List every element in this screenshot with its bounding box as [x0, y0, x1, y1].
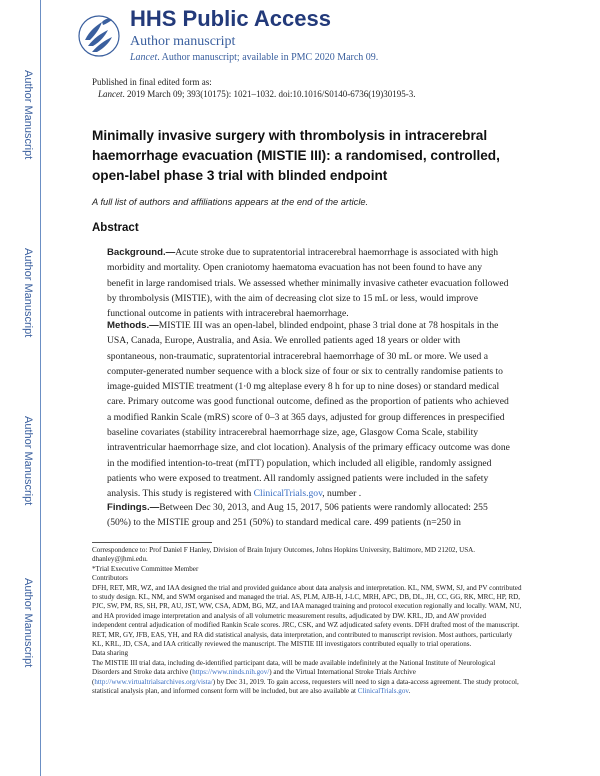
ninds-link[interactable]: https://www.ninds.nih.gov/ — [192, 668, 270, 677]
citation-details: . 2019 March 09; 393(10175): 1021–1032. doi:10.1016/S0140-6736(19)30195-3. — [122, 89, 416, 99]
sidebar-label: Author Manuscript — [22, 248, 34, 338]
sidebar-label: Author Manuscript — [22, 578, 34, 668]
publication-info — [92, 76, 415, 100]
article-title: Minimally invasive surgery with thrombolysis in intracerebral haemorrhage evacuation (MISTIE III): a randomised, controlled, open-label phase 3 trial with blinded endpoint — [92, 128, 500, 183]
availability-text: . Author manuscript; available in PMC 2020 March 09. — [157, 52, 379, 63]
data-sharing-part: ) and the Virtual International Stroke Trials Archive ( — [92, 668, 416, 686]
journal-availability-line — [130, 52, 378, 63]
background-label: Background.— — [107, 247, 176, 258]
citation-journal: Lancet — [98, 89, 123, 99]
citation-line — [92, 88, 415, 100]
background-text: Acute stroke due to supratentorial intracerebral haemorrhage is associated with high morbidity and mortality. Open craniotomy haematoma evacuation has not been found to have any benefit in large randomised trials. We assessed whether minimally invasive catheter evacuation followed by thrombolysis (MISTIE), with the aim of decreasing clot size to 15 mL or less, would improve functional outcome in patients with intracerebral haemorrhage. — [107, 247, 509, 320]
findings-label: Findings.— — [107, 502, 160, 513]
data-sharing-part: . — [408, 687, 411, 696]
data-sharing-heading: Data sharing — [92, 649, 129, 658]
sidebar-rule — [40, 0, 41, 776]
hhs-public-access-title: HHS Public Access — [130, 6, 331, 31]
methods-text: MISTIE III was an open-label, blinded endpoint, phase 3 trial done at 78 hospitals in the USA, Canada, Europe, Australia, and Asia. We enrolled patients aged 18 years or older with spontaneous, non-traumatic, supratentorial intracerebral haemorrhage of 30 mL or more. We used a computer-generated number sequence with a block size of four or six to centrally randomise patients to image-guided MISTIE treatment (1·0 mg alteplase every 8 h for up to nine doses) or standard medical care. Primary outcome was good functional outcome, defined as the proportion of patients who achieved a modified Rankin Scale (mRS) score of 0–3 at 365 days, adjusted for group differences in prespecified baseline covariates (stability intracerebral haemorrhage size, age, Glasgow Coma Scale, stability intraventricular haemorrhage size, and clot location). Analysis of the primary efficacy outcome was done in the modified intention-to-treat (mITT) population, which included all eligible, randomly assigned patients who were exposed to treatment. All randomly assigned patients were included in the safety analysis. This study is registered with — [107, 320, 510, 500]
abstract-heading: Abstract — [92, 222, 139, 234]
trial-committee-note: *Trial Executive Committee Member — [92, 564, 199, 573]
data-sharing-part: ) by Dec 31, 2019. To gain access, requesters will need to sign a data-access agreement. The study protocol, statistical analysis plan, and informed consent form will be included, but are also available at — [92, 677, 519, 696]
journal-name: Lancet — [130, 52, 158, 63]
authors-note: A full list of authors and affiliations appears at the end of the article. — [92, 197, 369, 207]
sidebar-label: Author Manuscript — [22, 416, 34, 506]
methods-label: Methods.— — [107, 320, 159, 331]
methods-tail: , number . — [322, 488, 362, 500]
footnote-divider — [92, 542, 212, 543]
sidebar-label: Author Manuscript — [22, 70, 34, 160]
contributors-text: DFH, RET, MR, WZ, and IAA designed the trial and provided guidance about data analysis and interpretation. KL, NM, SWM, SJ, and PV contributed to study design. KL, NM, and SWM organised and managed the trial. AS, PLM, AJB-H, J-LC, MRH, APC, DB, DL, JH, CC, GG, RK, MRC, HP, RD, PJC, SW, PM, RS, SH, PR, AU, JST, WW, CSA, ADM, BG, MZ, and IAA managed training and protocol execution regionally and locally. WAM, NU, and HA provided image interpretation and analysis of all volumetric measurement results, adjudicated by DW. KRL, JD, and AW provided independent central adjudication of modified Rankin Scale scores. JRC, CSK, and WZ adjudicated safety events. DFH drafted most of the manuscript. RET, MR, GY, JFB, EAS, YH, and RA did statistical analysis, data interpretation, and contributed to manuscript revision. Most authors, particularly KL, KRL, JD, CSA, and IAA critically reviewed the manuscript. The MISTIE III investigators contributed equally to trial operations. — [92, 583, 522, 649]
findings-text: Between Dec 30, 2013, and Aug 15, 2017, 506 patients were randomly allocated: 255 (50%) to the MISTIE group and 251 (50%) to standard medical care. 499 patients (n=250 in — [107, 502, 488, 529]
data-sharing-part: The MISTIE III trial data, including de-identified participant data, will be made available indefinitely at the National Institute of Neurological Disorders and Stroke data archive ( — [92, 658, 496, 677]
clinicaltrials-link[interactable]: ClinicalTrials.gov — [253, 488, 323, 500]
contributors-heading: Contributors — [92, 574, 128, 583]
footnotes — [92, 546, 522, 697]
hhs-eagle-logo-icon — [76, 4, 122, 68]
clinicaltrials-footer-link[interactable]: ClinicalTrials.gov — [357, 687, 409, 696]
vista-link[interactable]: http://www.virtualtrialsarchives.org/vista/ — [94, 677, 213, 686]
background-paragraph — [107, 245, 511, 321]
author-manuscript-subtitle: Author manuscript — [130, 34, 236, 49]
findings-paragraph — [107, 500, 511, 531]
data-sharing-text — [92, 659, 522, 697]
correspondence-note: Correspondence to: Prof Daniel F Hanley, Division of Brain Injury Outcomes, Johns Hopkins University, Baltimore, MD 21202, USA. dhanley@jhmi.edu. — [92, 546, 476, 564]
published-line: Published in final edited form as: — [92, 77, 212, 87]
methods-paragraph — [107, 318, 511, 502]
